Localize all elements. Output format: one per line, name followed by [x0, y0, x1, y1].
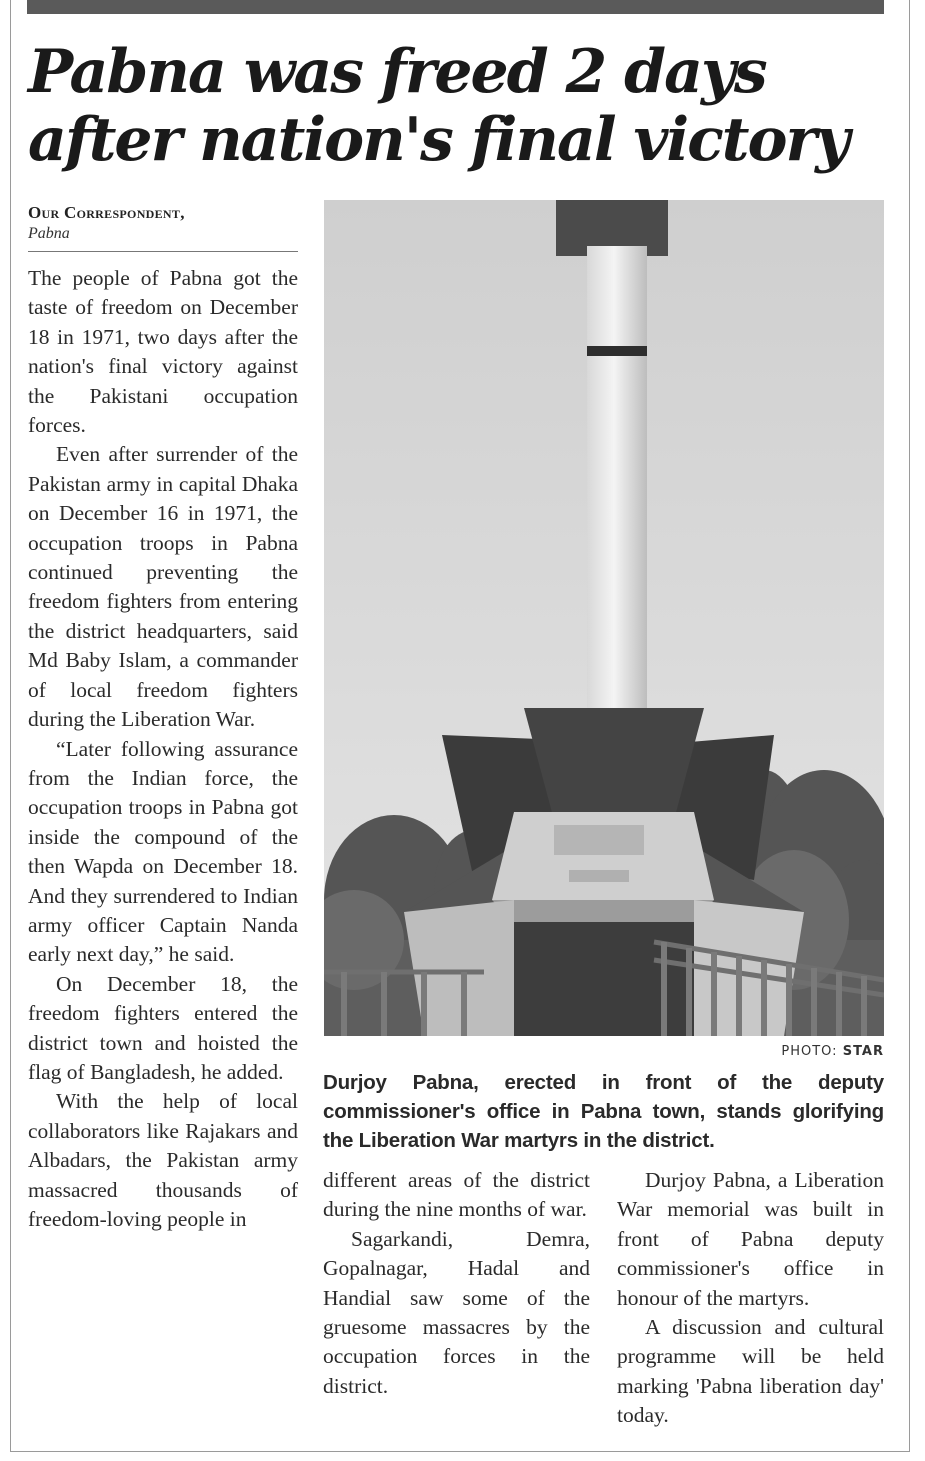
top-bar [27, 0, 884, 14]
paragraph: The people of Pabna got the taste of freedom on December 18 in 1971, two days after the nation's final victory against the Pakistani occupation forces. [28, 266, 298, 438]
photo-credit-source: STAR [842, 1044, 884, 1059]
paragraph: With the help of local collaborators like Rajakars and Albadars, the Pakistan army massacred thousands of freedom-loving people in [28, 1089, 298, 1231]
byline [28, 202, 298, 244]
paragraph: A discussion and cultural programme will be held marking 'Pabna liberation day' today. [617, 1315, 884, 1428]
paragraph: Sagarkandi, Demra, Gopalnagar, Hadal and Handial saw some of the gruesome massacres by the occupation forces in the district. [323, 1226, 590, 1398]
paragraph: different areas of the district during the nine months of war. [323, 1168, 590, 1222]
headline: Pabna was freed 2 days after nation's final victory [28, 37, 848, 175]
article-column-2 [323, 1166, 590, 1401]
memorial-illustration [324, 200, 884, 1036]
byline-author: Our Correspondent, [28, 203, 185, 222]
memorial-photo [324, 200, 884, 1036]
byline-location: Pabna [28, 225, 70, 242]
paragraph: “Later following assurance from the Indian force, the occupation troops in Pabna got inside the compound of the then Wapda on December 18. And they surrendered to Indian army officer Captain Nanda early next day,” he said. [28, 736, 298, 967]
paragraph: Durjoy Pabna, a Liberation War memorial was built in front of Pabna deputy commissioner's office in honour of the martyrs. [617, 1168, 884, 1310]
article-column-3 [617, 1166, 884, 1431]
photo-caption: Durjoy Pabna, erected in front of the deputy commissioner's office in Pabna town, stands glorifying the Liberation War martyrs in the district. [323, 1071, 884, 1152]
article-column-1 [28, 264, 298, 1234]
byline-divider [28, 251, 298, 252]
photo-credit [600, 1044, 884, 1059]
paragraph: On December 18, the freedom fighters entered the district town and hoisted the flag of Bangladesh, he added. [28, 971, 298, 1084]
photo-credit-prefix: PHOTO: [781, 1044, 843, 1059]
paragraph: Even after surrender of the Pakistan army in capital Dhaka on December 16 in 1971, the occupation troops in Pabna continued preventing the freedom fighters from entering the district headquarters, said Md Baby Islam, a commander of local freedom fighters during the Liberation War. [28, 442, 298, 732]
